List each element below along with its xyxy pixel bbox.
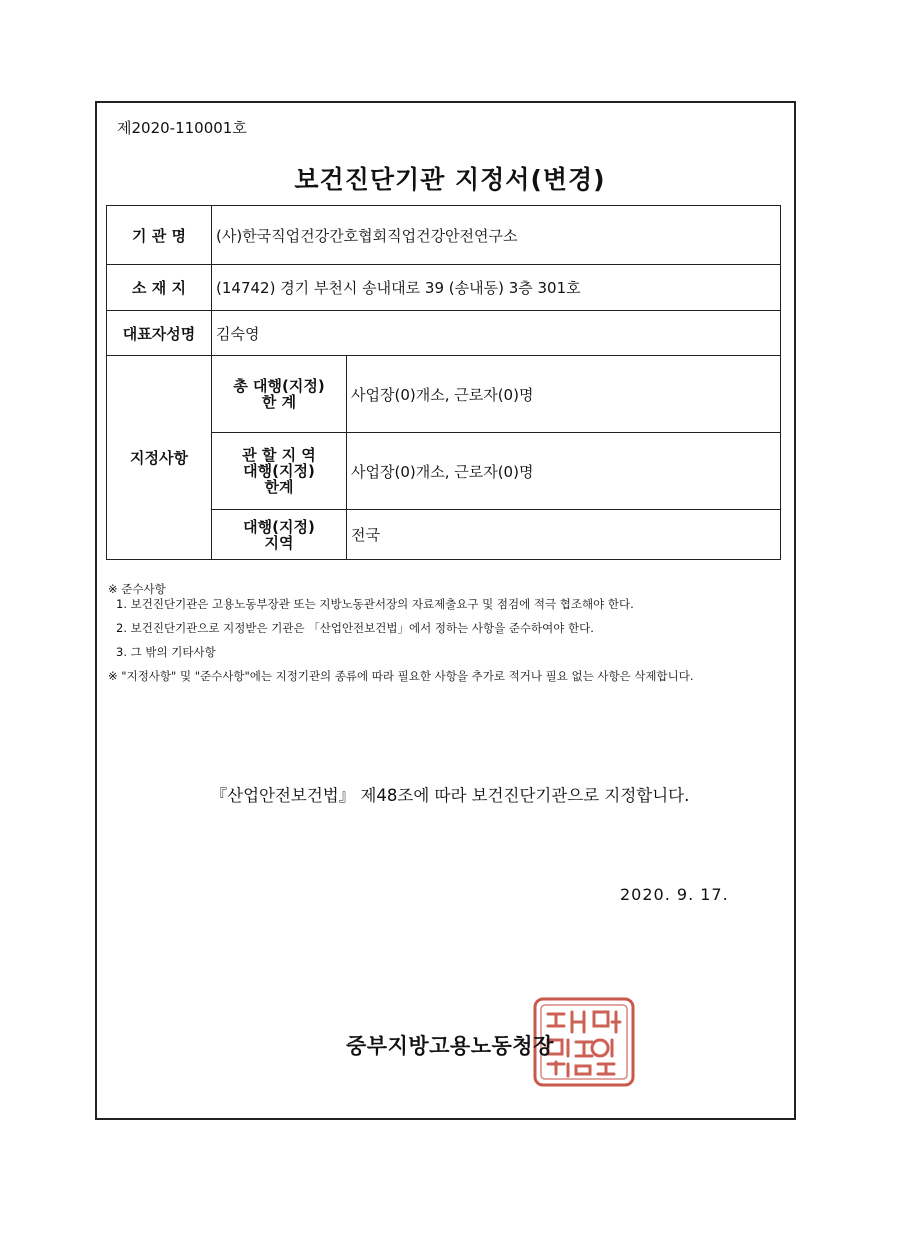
label-line: 한계 bbox=[264, 478, 294, 496]
designation-item-value: 사업장(0)개소, 근로자(0)명 bbox=[347, 433, 781, 510]
table-row bbox=[107, 311, 781, 356]
label-line: 지역 bbox=[264, 533, 294, 552]
table-row bbox=[107, 356, 781, 433]
compliance-notes bbox=[108, 582, 780, 683]
designation-item-label bbox=[212, 433, 347, 510]
label-line: 대행(지정) bbox=[243, 517, 315, 536]
designation-item-label bbox=[212, 356, 347, 433]
issue-date: 2020. 9. 17. bbox=[620, 885, 729, 904]
rep-name-value: 김숙영 bbox=[212, 311, 781, 356]
declaration-text: 『산업안전보건법』 제48조에 따라 보건진단기관으로 지정합니다. bbox=[210, 786, 690, 805]
notes-header: ※ 준수사항 bbox=[108, 582, 166, 596]
designation-label: 지정사항 bbox=[107, 356, 212, 560]
designation-item-value: 사업장(0)개소, 근로자(0)명 bbox=[347, 356, 781, 433]
address-value: (14742) 경기 부천시 송내대로 39 (송내동) 3층 301호 bbox=[212, 265, 781, 311]
note-item: 1. 보건진단기관은 고용노동부장관 또는 지방노동관서장의 자료제출요구 및 점검에 적극 협조해야 한다. bbox=[116, 597, 634, 611]
document-title: 보건진단기관 지정서(변경) bbox=[294, 165, 606, 194]
label-line: 관 할 지 역 bbox=[242, 446, 316, 464]
designation-item-label bbox=[212, 510, 347, 560]
org-name-value: (사)한국직업건강간호협회직업건강안전연구소 bbox=[212, 206, 781, 265]
org-name-label: 기 관 명 bbox=[107, 206, 212, 265]
note-item: 2. 보건진단기관으로 지정받은 기관은 「산업안전보건법」에서 정하는 사항을 준수하여야 한다. bbox=[116, 621, 594, 635]
rep-name-label: 대표자성명 bbox=[107, 311, 212, 356]
label-line: 총 대행(지정) bbox=[233, 377, 325, 395]
label-line: 한 계 bbox=[261, 393, 297, 411]
note-item: 3. 그 밖의 기타사항 bbox=[116, 645, 216, 659]
notes-footnote: ※ "지정사항" 및 "준수사항"에는 지정기관의 종류에 따라 필요한 사항을 추가로 적거나 필요 없는 사항은 삭제합니다. bbox=[108, 669, 694, 683]
address-label: 소 재 지 bbox=[107, 265, 212, 311]
label-line: 대행(지정) bbox=[243, 462, 315, 480]
document-number: 제2020-110001호 bbox=[117, 119, 247, 137]
issuer-name: 중부지방고용노동청장 bbox=[346, 1034, 554, 1058]
designation-table bbox=[106, 205, 781, 560]
table-row bbox=[107, 265, 781, 311]
table-row bbox=[107, 206, 781, 265]
designation-item-value: 전국 bbox=[347, 510, 781, 560]
